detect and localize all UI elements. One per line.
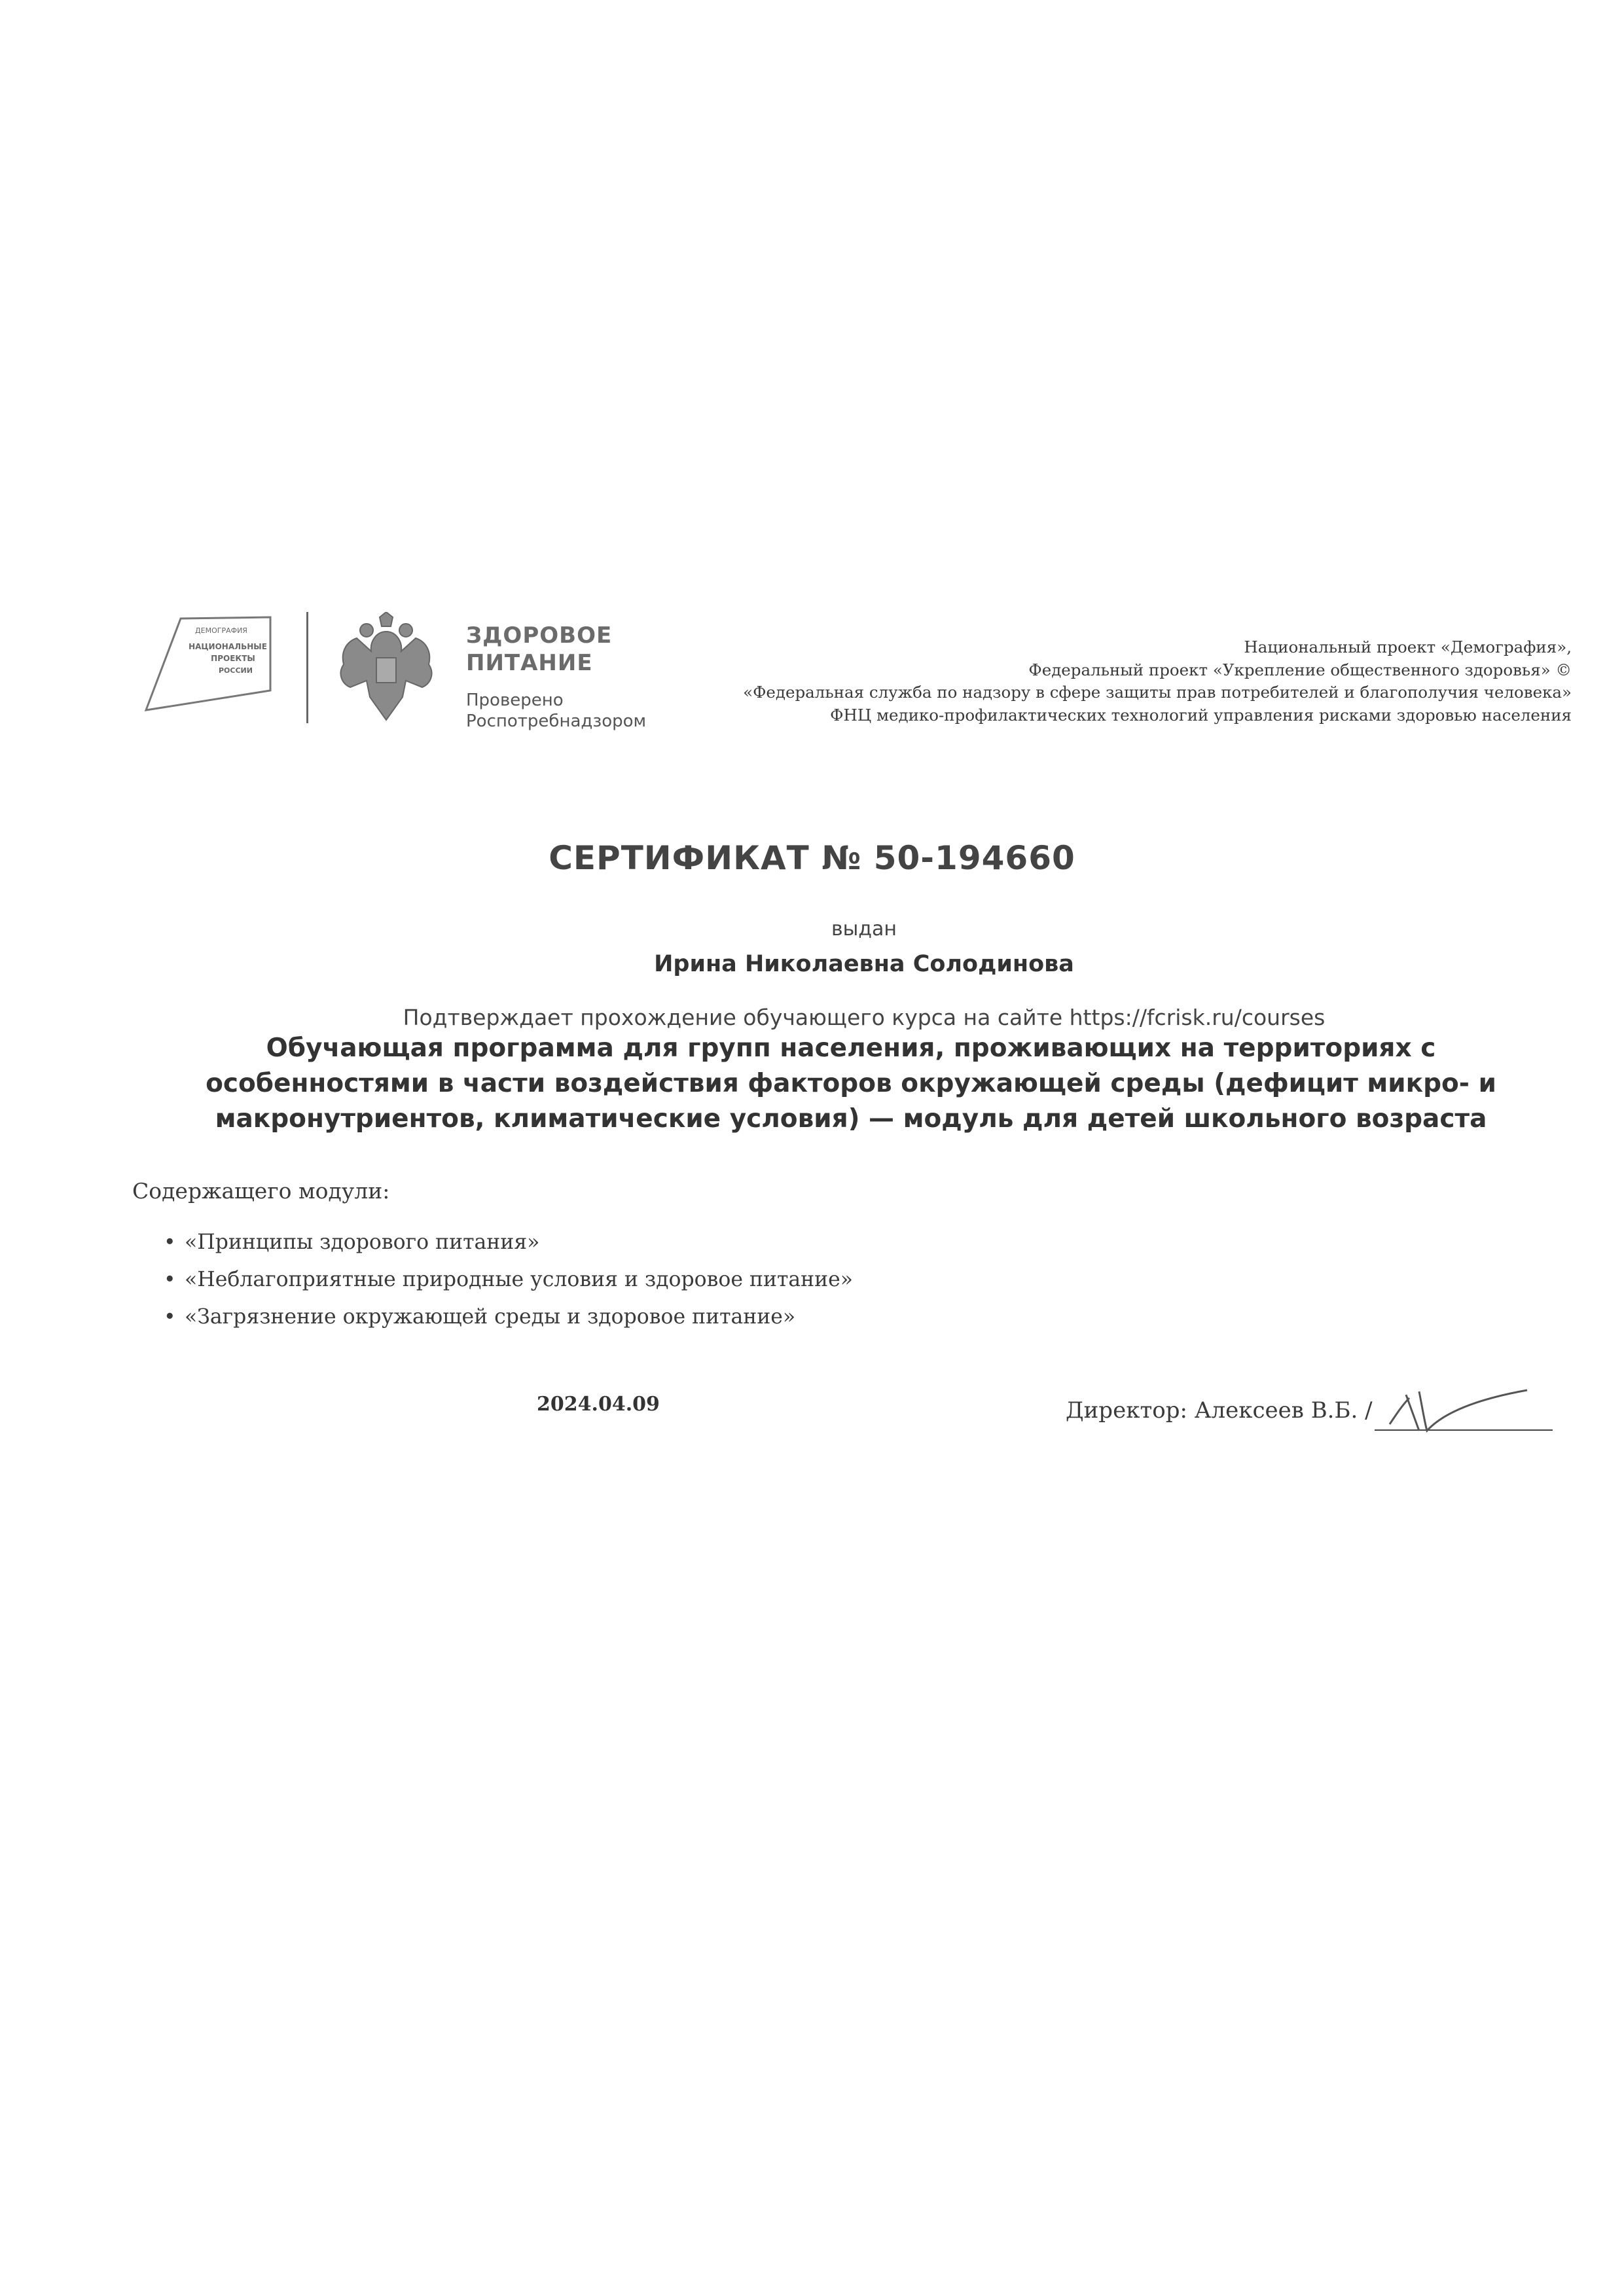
modules-label: Содержащего модули: bbox=[132, 1178, 390, 1204]
certificate-title: СЕРТИФИКАТ № 50-194660 bbox=[549, 839, 1075, 877]
logo-text-national: НАЦИОНАЛЬНЫЕ bbox=[189, 642, 267, 651]
module-name: «Загрязнение окружающей среды и здоровое питание» bbox=[185, 1305, 796, 1329]
program-title-line: макронутриентов, климатические условия) — модуль для детей школьного возраста bbox=[215, 1104, 1487, 1134]
issuer-line: «Федеральная служба по надзору в сфере защиты прав потребителей и благополучия человека» bbox=[743, 683, 1572, 702]
national-projects-logo bbox=[143, 612, 274, 720]
course-confirmation: Подтверждает прохождение обучающего курса на сайте https://fcrisk.ru/courses bbox=[403, 1005, 1326, 1030]
logo-text-demography: ДЕМОГРАФИЯ bbox=[195, 626, 247, 635]
signature-icon bbox=[1380, 1378, 1537, 1437]
program-title-line: Обучающая программа для групп населения, проживающих на территориях с bbox=[266, 1033, 1436, 1063]
issuer-line: Федеральный проект «Укрепление общественного здоровья» © bbox=[1028, 660, 1572, 679]
issuer-line: ФНЦ медико-профилактических технологий управления рисками здоровью населения bbox=[830, 705, 1572, 725]
logo-text-projects: ПРОЕКТЫ bbox=[211, 654, 255, 663]
recipient-name: Ирина Николаевна Солодинова bbox=[654, 951, 1074, 977]
bullet-icon: • bbox=[164, 1268, 176, 1291]
healthy-food-title bbox=[466, 622, 612, 677]
coat-of-arms-icon bbox=[331, 612, 442, 730]
list-item bbox=[164, 1299, 853, 1336]
program-title bbox=[164, 1031, 1538, 1137]
logo-text-russia: РОССИИ bbox=[219, 666, 253, 675]
issuer-line: Национальный проект «Демография», bbox=[1244, 637, 1572, 656]
program-title-line: особенностями в части воздействия факторов окружающей среды (дефицит микро- и bbox=[206, 1069, 1496, 1098]
bullet-icon: • bbox=[164, 1305, 176, 1329]
healthy-food-title-line: ЗДОРОВОЕ bbox=[466, 622, 613, 649]
module-name: «Принципы здорового питания» bbox=[185, 1230, 540, 1254]
issued-label: выдан bbox=[831, 918, 897, 941]
list-item bbox=[164, 1261, 853, 1299]
healthy-food-subtitle-line: Роспотребнадзором bbox=[466, 711, 647, 731]
list-item bbox=[164, 1224, 853, 1261]
healthy-food-subtitle-line: Проверено bbox=[466, 691, 564, 710]
modules-list bbox=[164, 1224, 853, 1336]
issuer-block bbox=[655, 636, 1572, 726]
bullet-icon: • bbox=[164, 1230, 176, 1254]
healthy-food-subtitle bbox=[466, 690, 646, 732]
healthy-food-title-line: ПИТАНИЕ bbox=[466, 650, 593, 676]
logo-divider bbox=[306, 612, 308, 723]
module-name: «Неблагоприятные природные условия и здоровое питание» bbox=[185, 1268, 854, 1291]
issue-date: 2024.04.09 bbox=[537, 1393, 660, 1416]
director-signature-label: Директор: Алексеев В.Б. / bbox=[1066, 1397, 1373, 1424]
